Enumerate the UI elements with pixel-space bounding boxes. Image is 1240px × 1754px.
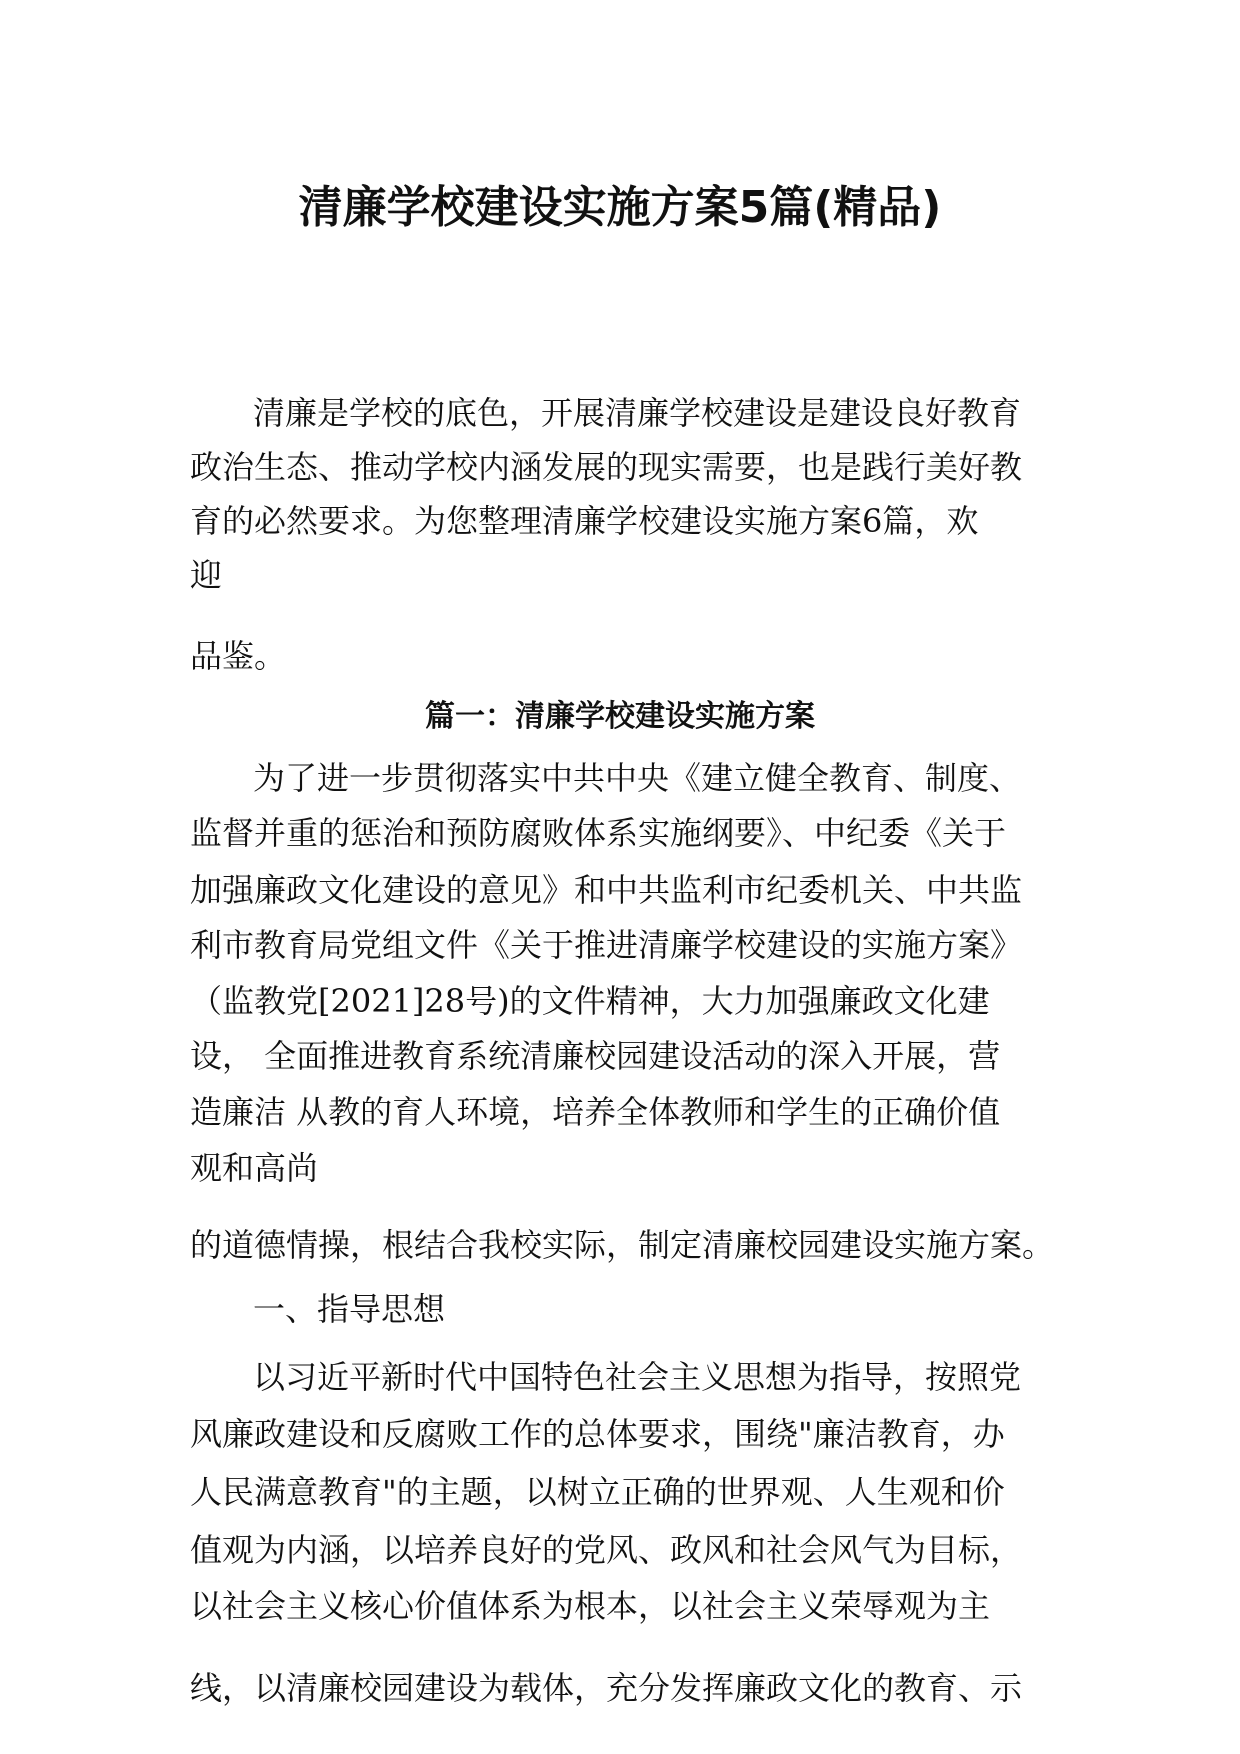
section-heading-1: 篇一：清廉学校建设实施方案 [425, 699, 815, 734]
paragraph-line: （监教党[2021]28号)的文件精神，大力加强廉政文化建 [190, 982, 990, 1020]
document-title: 清廉学校建设实施方案5篇(精品) [298, 182, 942, 233]
paragraph-line: 观和高尚 [190, 1149, 319, 1187]
intro-line-1: 清廉是学校的底色，开展清廉学校建设是建设良好教育 [253, 394, 1022, 432]
paragraph-line: 线，以清廉校园建设为载体，充分发挥廉政文化的教育、示 [190, 1669, 1023, 1707]
paragraph-line: 设， 全面推进教育系统清廉校园建设活动的深入开展，营 [190, 1037, 1001, 1075]
paragraph-line: 利市教育局党组文件《关于推进清廉学校建设的实施方案》 [190, 926, 1023, 964]
paragraph-line: 加强廉政文化建设的意见》和中共监利市纪委机关、中共监 [190, 871, 1023, 909]
subheading-guiding-thought: 一、指导思想 [253, 1290, 446, 1328]
paragraph-line: 人民满意教育"的主题，以树立正确的世界观、人生观和价 [190, 1473, 1005, 1511]
intro-line-4: 迎 [190, 556, 223, 594]
intro-line-2: 政治生态、推动学校内涵发展的现实需要，也是践行美好教 [190, 448, 1023, 486]
intro-line-3: 育的必然要求。为您整理清廉学校建设实施方案6篇，欢 [190, 502, 979, 540]
paragraph-line: 风廉政建设和反腐败工作的总体要求，围绕"廉洁教育，办 [190, 1415, 1005, 1453]
paragraph-line: 以习近平新时代中国特色社会主义思想为指导，按照党 [253, 1358, 1022, 1396]
paragraph-line: 为了进一步贯彻落实中共中央《建立健全教育、制度、 [253, 759, 1022, 797]
paragraph-line: 造廉洁 从教的育人环境，培养全体教师和学生的正确价值 [190, 1093, 1001, 1131]
paragraph-line: 值观为内涵，以培养良好的党风、政风和社会风气为目标， [190, 1531, 1023, 1569]
paragraph-line: 的道德情操，根结合我校实际，制定清廉校园建设实施方案。 [190, 1226, 1055, 1264]
paragraph-line: 以社会主义核心价值体系为根本，以社会主义荣辱观为主 [190, 1587, 991, 1625]
paragraph-line: 监督并重的惩治和预防腐败体系实施纲要》、中纪委《关于 [190, 814, 1007, 852]
intro-line-5: 品鉴。 [190, 637, 287, 675]
